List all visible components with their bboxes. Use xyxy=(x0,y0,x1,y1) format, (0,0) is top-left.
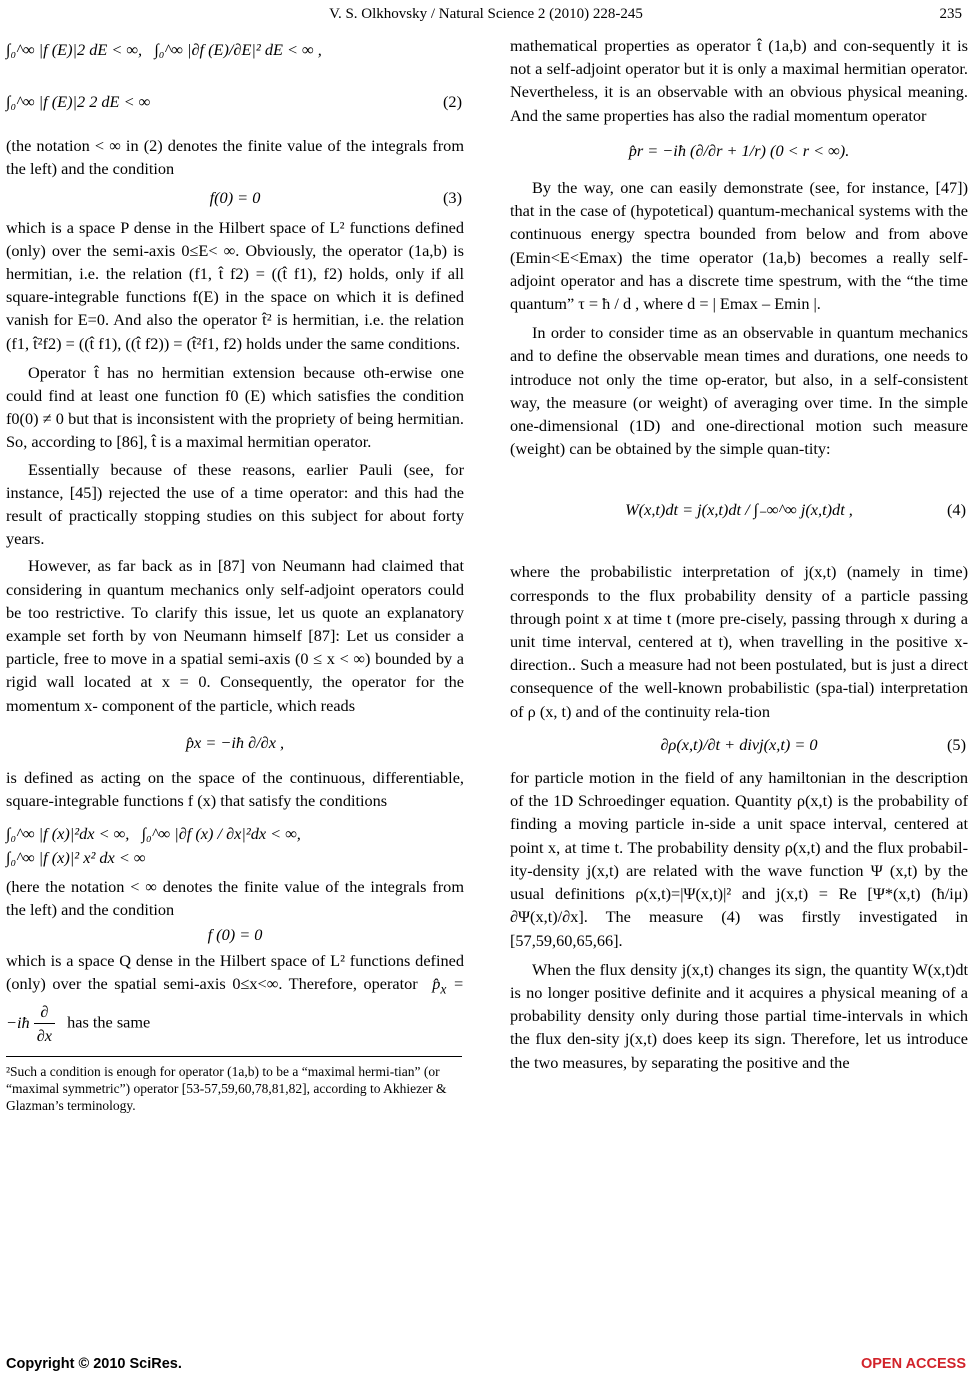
paragraph: By the way, one can easily demonstrate (see, for instance, [47]) that in the case of (hypotetical) quantum-mechanical systems with the continuous energy spectra bounded from below and from above (Emin<E<Emax) the time operator (1a,b) becomes a really self-adjoint operator and has a discrete time spestrum, with the “the time quantum” τ = ħ / d , where d = | Emax – Emin |. xyxy=(510,178,968,314)
paragraph: which is a space P dense in the Hilbert space of L² functions defined (only) over the semi-axis 0≤E< ∞. Obviously, the operator (1a,b) is hermitian, i.e. the relation (f1, t̂ f2) = ((t̂ f1), f2) holds, only if all square-integrable functions f(E) in the space on which it is defined vanish for E=0. And also the operator t̂² is hermitian, i.e. the relation (f1, t̂²f2) = ((t̂ f1), ((t̂ f2)) = (t̂²f1, f2) holds under the same conditions. xyxy=(6,217,464,353)
paragraph: where the probabilistic interpretation of j(x,t) (namely in time) corresponds to the flux probability density of a particle passing through point x at time t (more pre-cisely, passing through x during a unit time interval, centered at t), when travelling in the positive x-direction.. Such a measure had not been postulated, but is just a direct consequence of the well-known probabilistic (spa-tial) interpretation of ρ (x, t) and of the continuity rela-tion xyxy=(510,562,968,721)
left-column xyxy=(6,34,464,1114)
paragraph: Essentially because of these reasons, earlier Pauli (see, for instance, [45]) rejected the use of a time operator: and this had the result of practically stopping studies on this subject for about forty years. xyxy=(6,459,464,549)
footnote-rule xyxy=(6,1056,462,1057)
footnote: ²Such a condition is enough for operator (1a,b) to be a “maximal hermi-tian” (or “maximal symmetric”) operator [53-57,59,60,78,81,82], according to Akhiezer & Glazman’s terminology. xyxy=(6,1063,447,1113)
equation-4-number: (4) xyxy=(947,500,966,520)
equation-cond-b: ∫₀^∞ |∂f (x) / ∂x|²dx < ∞, xyxy=(141,824,301,844)
partial-fraction: $\frac{\partial}{\partial x}$ xyxy=(34,1000,55,1047)
paragraph: is defined as acting on the space of the continuous, differentiable, square-integrable functions f (x) that satisfy the conditions xyxy=(6,768,464,811)
copyright-notice: Copyright © 2010 SciRes. xyxy=(6,1356,182,1372)
running-header xyxy=(0,6,972,23)
paragraph: Operator t̂ has no hermitian extension because oth-erwise one could find at least one function f0 (E) which satisfies the condition f0(0) ≠ 0 but that is inconsistent with the propriety of being hermitian. So, according to [86], t̂ is a maximal hermitian operator. xyxy=(6,362,464,452)
equation-px-body: p̂x = −iħ ∂/∂x , xyxy=(185,732,285,752)
equation-integrals-top: ∫₀^∞ |f (E)|2 dE < ∞, ∫₀^∞ |∂f (E)/∂E|² dE < ∞ , xyxy=(6,40,322,59)
page-number: 235 xyxy=(939,6,962,22)
running-title: V. S. Olkhovsky / Natural Science 2 (2010) 228-245 xyxy=(329,6,643,22)
equation-5-number: (5) xyxy=(947,734,966,754)
equation-pr xyxy=(510,139,968,162)
paragraph: However, as far back as in [87] von Neumann had claimed that considering in quantum mechanics only self-adjoint operators could be too restrictive. To clarify this issue, let us quote an explanatory example set forth by von Neumann himself [87]: Let us consider a particle, free to move in a spatial semi-axis (0 ≤ x < ∞) bounded by a rigid wall located at x = 0. Consequently, the operator for the momentum x- component of the particle, which reads xyxy=(6,556,464,715)
equation-cond-a: ∫₀^∞ |f (x)|²dx < ∞, xyxy=(6,824,130,844)
paragraph: (here the notation < ∞ denotes the finite value of the integrals from the left) and the condition xyxy=(6,876,464,920)
paragraph-text: has the same xyxy=(67,1012,151,1032)
equation-2-number: (2) xyxy=(443,92,462,111)
equation-conditions xyxy=(6,822,464,868)
equation-pr-body: p̂r = −iħ (∂/∂r + 1/r) (0 < r < ∞). xyxy=(628,140,850,160)
paragraph: mathematical properties as operator t̂ (1a,b) and con-sequently it is not a self-adjoint operator but it is only a maximal hermitian operator. Nevertheless, it is an observable with an obvious physical meaning. And the same properties has also the radial momentum operator xyxy=(510,36,968,125)
equation-px-inline: $p̂_x$ = −iħ $\frac{\partial}{\partial x}$ xyxy=(6,974,464,1032)
paragraph: In order to consider time as an observable in quantum mechanics and to define the observable mean times and durations, one needs to introduce not only the time op-erator, but also, in a self-consistent way, the measure (or weight) of averaging over time. In the simple one-dimensional (1D) and one-directional motion such measure (weight) can be obtained by the simple quan-tity: xyxy=(510,323,968,459)
equation-f0-body: f (0) = 0 xyxy=(207,925,263,945)
equation-5 xyxy=(510,733,968,756)
paragraph: When the flux density j(x,t) changes its sign, the quantity W(x,t)dt is no longer positive definite and it acquires a physical meaning of a probability density only during those partial time-intervals in which the flux den-sity j(x,t) does keep its sign. Therefore, let us introduce the two measures, by separating the positive and the xyxy=(510,959,968,1072)
right-column xyxy=(510,34,968,1074)
equation-4-body: W(x,t)dt = j(x,t)dt / ∫₋∞^∞ j(x,t)dt , xyxy=(625,500,853,520)
equation-integral-b: ∫₀^∞ |∂f (E)/∂E|² dE < ∞ , xyxy=(154,40,322,59)
equation-px xyxy=(6,731,464,754)
equation-3-number: (3) xyxy=(443,188,462,208)
paragraph-text: which is a space Q dense in the Hilbert space of L² functions defined (only) over the spatial semi-axis 0≤x<∞. Therefore, operator xyxy=(6,950,464,993)
equation-f0 xyxy=(6,923,464,946)
paragraph xyxy=(6,949,464,1048)
equation-4 xyxy=(510,482,968,538)
equation-3 xyxy=(6,186,464,209)
equation-5-body: ∂ρ(x,t)/∂t + divj(x,t) = 0 xyxy=(660,734,818,754)
equation-cond-c: ∫₀^∞ |f (x)|² x² dx < ∞ xyxy=(6,847,146,867)
equation-integral-a: ∫₀^∞ |f (E)|2 dE < ∞ xyxy=(6,40,139,59)
equation-3-body: f(0) = 0 xyxy=(209,188,261,208)
equation-2-body: ∫₀^∞ |f (E)|2 2 dE < ∞ xyxy=(6,92,151,111)
paragraph: for particle motion in the field of any hamiltonian in the description of the 1D Schroedinger equation. Quantity ρ(x,t) is the probability of finding a moving particle in-side a unit space interval, centered at point x, at time t. The probability density ρ(x,t) and the flux probabil-ity-density j(x,t) are related with the wave function Ψ (x,t) by the usual definitions ρ(x,t)=|Ψ(x,t)|² and j(x,t) = Re [Ψ*(x,t) (ħ/iμ) ∂Ψ(x,t)/∂x]. The measure (4) was firstly investigated in [57,59,60,65,66]. xyxy=(510,768,968,950)
paragraph: (the notation < ∞ in (2) denotes the finite value of the integrals from the left) and the condition xyxy=(6,136,464,179)
equation-2 xyxy=(6,90,464,130)
open-access-label: OPEN ACCESS xyxy=(860,1356,966,1372)
